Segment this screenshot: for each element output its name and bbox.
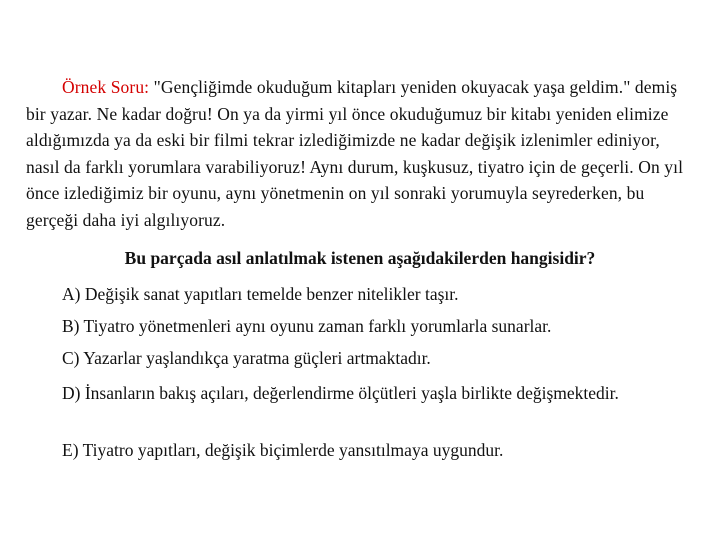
option-a: A) Değişik sanat yapıtları temelde benzer nitelikler taşır. (62, 284, 459, 304)
example-question-label: Örnek Soru: (62, 77, 150, 97)
question-stem: Bu parçada asıl anlatılmak istenen aşağıdakilerden hangisidir? (124, 248, 596, 268)
passage-text: "Gençliğimde okuduğum kitapları yeniden okuyacak yaşa geldim." demiş bir yazar. Ne kadar doğru! On ya da yirmi yıl önce okuduğumuz bir kitabı yeniden elimize aldığımızda ya da eski bir filmi tekrar izlediğimizde ne kadar değişik izlenimler ediniyor, nasıl da farklı yorumlara varabiliyoruz! Aynı durum, kuşkusuz, tiyatro için de geçerli. On yıl önce izlediğimiz bir oyunu, aynı yönetmenin on yıl sonraki yorumuyla seyrederken, bu gerçeği daha iyi algılıyoruz. (26, 77, 684, 230)
option-c: C) Yazarlar yaşlandıkça yaratma güçleri artmaktadır. (62, 348, 431, 368)
option-d: D) İnsanların bakış açıları, değerlendirme ölçütleri yaşla birlikte değişmektedir. (62, 383, 619, 403)
option-e: E) Tiyatro yapıtları, değişik biçimlerde yansıtılmaya uygundur. (62, 440, 504, 460)
option-b: B) Tiyatro yönetmenleri aynı oyunu zaman farklı yorumlarla sunarlar. (62, 316, 552, 336)
passage-paragraph (26, 74, 694, 233)
